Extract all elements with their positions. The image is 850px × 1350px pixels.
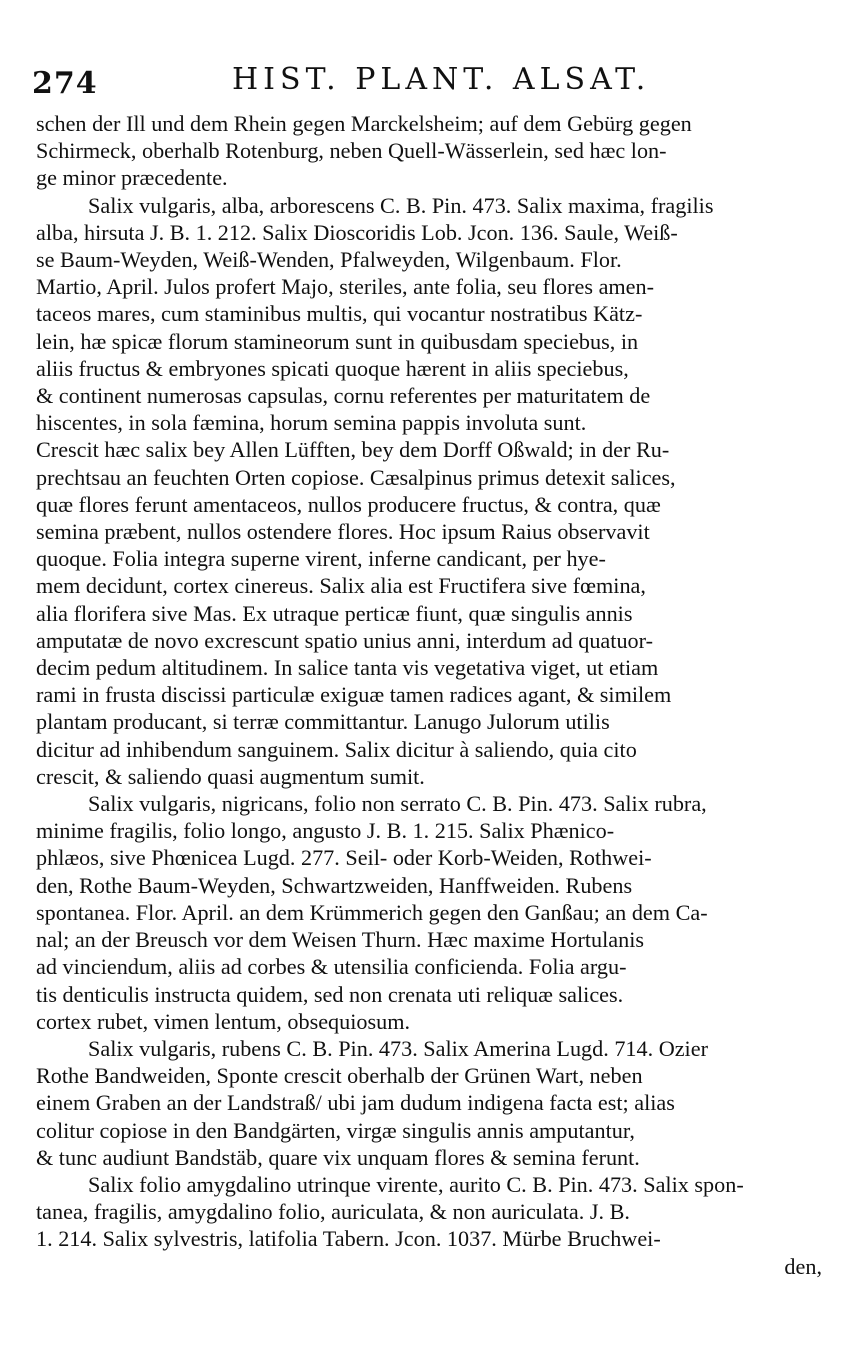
text-line: se Baum-Weyden, Weiß-Wenden, Pfalweyden, Wilgenbaum. Flor.: [36, 247, 622, 273]
text-line: lein, hæ spicæ florum stamineorum sunt in quibusdam speciebus, in: [36, 328, 639, 354]
text-line: taceos mares, cum staminibus multis, qui vocantur nostratibus Kätz-: [36, 301, 643, 327]
page-header: [32, 58, 822, 102]
text-line: phlæos, sive Phœnicea Lugd. 277. Seil- oder Korb-Weiden, Rothwei-: [36, 845, 652, 871]
text-line: schen der Ill und dem Rhein gegen Marckelsheim; auf dem Gebürg gegen: [36, 111, 692, 136]
text-line: semina præbent, nullos ostendere flores. Hoc ipsum Raius observavit: [36, 519, 650, 545]
text-line: ad vinciendum, aliis ad corbes & utensilia conficienda. Folia argu-: [36, 954, 627, 980]
entry-line: Salix folio amygdalino utrinque virente, aurito C. B. Pin. 473. Salix spon-: [88, 1171, 744, 1197]
text-line: tis denticulis instructa quidem, sed non crenata uti reliquæ salices.: [36, 981, 624, 1007]
text-line: minime fragilis, folio longo, angusto J. B. 1. 215. Salix Phænico-: [36, 818, 615, 844]
running-title: HIST. PLANT. ALSAT.: [232, 62, 651, 97]
text-line: den,: [784, 1253, 822, 1279]
text-line: prechtsau an feuchten Orten copiose. Cæsalpinus primus detexit salices,: [36, 464, 676, 490]
text-line: & continent numerosas capsulas, cornu referentes per maturitatem de: [36, 383, 651, 409]
text-line: crescit, & saliendo quasi augmentum sumit.: [36, 763, 425, 789]
text-line: Crescit hæc salix bey Allen Lüfften, bey dem Dorff Oßwald; in der Ru-: [36, 437, 670, 463]
text-line: alba, hirsuta J. B. 1. 212. Salix Dioscoridis Lob. Jcon. 136. Saule, Weiß-: [36, 219, 678, 245]
body-text: [36, 110, 822, 1280]
text-line: decim pedum altitudinem. In salice tanta vis vegetativa viget, ut etiam: [36, 655, 659, 681]
text-line: quoque. Folia integra superne virent, inferne candicant, per hye-: [36, 546, 606, 572]
text-line: aliis fructus & embryones spicati quoque hærent in aliis speciebus,: [36, 355, 629, 381]
text-line: & tunc audiunt Bandstäb, quare vix unquam flores & semina ferunt.: [36, 1144, 640, 1170]
text-line: Schirmeck, oberhalb Rotenburg, neben Quell-Wässerlein, sed hæc lon-: [36, 138, 667, 164]
entry-line: Salix vulgaris, nigricans, folio non serrato C. B. Pin. 473. Salix rubra,: [88, 791, 707, 817]
text-line: tanea, fragilis, amygdalino folio, auriculata, & non auriculata. J. B.: [36, 1199, 630, 1225]
text-line: einem Graben an der Landstraß/ ubi jam dudum indigena facta est; alias: [36, 1090, 675, 1116]
text-line: mem decidunt, cortex cinereus. Salix alia est Fructifera sive fœmina,: [36, 573, 646, 599]
text-line: Rothe Bandweiden, Sponte crescit oberhalb der Grünen Wart, neben: [36, 1063, 643, 1089]
text-line: den, Rothe Baum-Weyden, Schwartzweiden, Hanffweiden. Rubens: [36, 872, 633, 898]
text-line: amputatæ de novo excrescunt spatio unius anni, interdum ad quatuor-: [36, 627, 653, 653]
text-line: colitur copiose in den Bandgärten, virgæ singulis annis amputantur,: [36, 1117, 635, 1143]
text-line: nal; an der Breusch vor dem Weisen Thurn. Hæc maxime Hortulanis: [36, 927, 645, 953]
page-number: 274: [32, 66, 98, 101]
text-line: plantam producant, si terræ committantur. Lanugo Julorum utilis: [36, 709, 610, 735]
text-line: alia florifera sive Mas. Ex utraque perticæ fiunt, quæ singulis annis: [36, 600, 633, 626]
text-line: dicitur ad inhibendum sanguinem. Salix dicitur à saliendo, quia cito: [36, 736, 637, 762]
entry-line: Salix vulgaris, alba, arborescens C. B. Pin. 473. Salix maxima, fragilis: [88, 192, 714, 218]
text-line: rami in frusta discissi particulæ exiguæ tamen radices agant, & similem: [36, 682, 672, 708]
text-line: hiscentes, in sola fæmina, horum semina pappis involuta sunt.: [36, 410, 587, 436]
entry-line: Salix vulgaris, rubens C. B. Pin. 473. Salix Amerina Lugd. 714. Ozier: [88, 1035, 708, 1061]
text-line: 1. 214. Salix sylvestris, latifolia Tabern. Jcon. 1037. Mürbe Bruchwei-: [36, 1226, 661, 1252]
text-line: Martio, April. Julos profert Majo, steriles, ante folia, seu flores amen-: [36, 274, 655, 300]
text-line: quæ flores ferunt amentaceos, nullos producere fructus, & contra, quæ: [36, 491, 661, 517]
text-line: spontanea. Flor. April. an dem Krümmerich gegen den Ganßau; an dem Ca-: [36, 899, 708, 925]
text-line: ge minor præcedente.: [36, 165, 228, 191]
text-line: cortex rubet, vimen lentum, obsequiosum.: [36, 1008, 411, 1034]
